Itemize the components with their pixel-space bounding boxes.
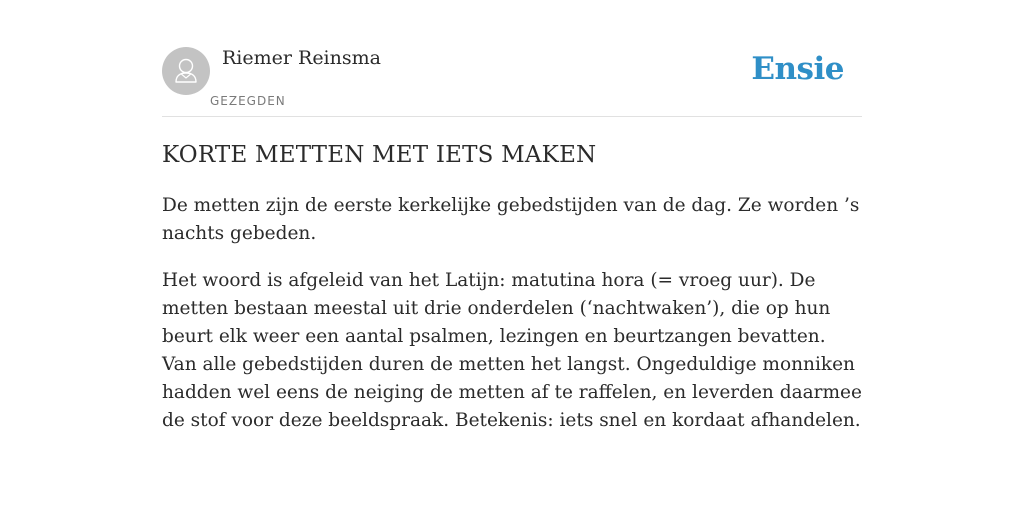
entry-header (162, 0, 862, 117)
category-label[interactable]: GEZEGDEN (210, 94, 286, 108)
brand-logo[interactable]: Ensie (751, 51, 844, 87)
author-name[interactable]: Riemer Reinsma (222, 47, 381, 69)
author-avatar[interactable] (162, 47, 210, 95)
entry-paragraph: De metten zijn de eerste kerkelijke gebedstijden van de dag. Ze worden ’s nachts gebeden. (162, 195, 860, 244)
entry-card (162, 0, 862, 512)
entry-body (162, 192, 862, 454)
entry-title: KORTE METTEN MET IETS MAKEN (162, 142, 597, 168)
user-avatar-icon (162, 47, 210, 95)
entry-paragraph: Het woord is afgeleid van het Latijn: matutina hora (= vroeg uur). De metten bestaan meestal uit drie onderdelen (‘nachtwaken’), die op hun beurt elk weer een aantal psalmen, lezingen en beurtzangen bevatten. Van alle gebedstijden duren de metten het langst. Ongeduldige monniken hadden wel eens de neiging de metten af te raffelen, en leverden daarmee de stof voor deze beeldspraak. Betekenis: iets snel en kordaat afhandelen. (162, 270, 862, 431)
